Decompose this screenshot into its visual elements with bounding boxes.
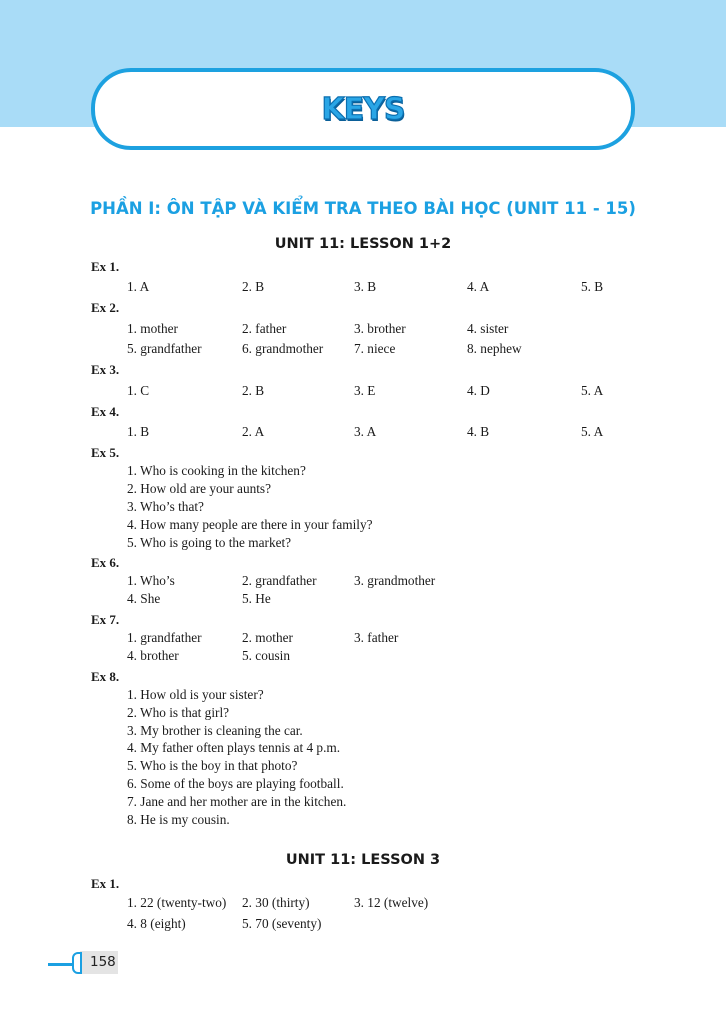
- answer: 2. A: [242, 424, 265, 439]
- unit-title-lesson-1-2: UNIT 11: LESSON 1+2: [274, 236, 452, 252]
- answer: 3. My brother is cleaning the car.: [127, 723, 303, 738]
- ex-label: Ex 7.: [91, 612, 120, 627]
- keys-title-box: [91, 68, 635, 150]
- answer: 2. B: [242, 279, 265, 294]
- answer: 5. B: [581, 279, 604, 294]
- answer: 5. Who is the boy in that photo?: [127, 758, 298, 773]
- page-number-marker: [36, 950, 126, 976]
- answer: 6. grandmother: [242, 341, 324, 356]
- ex-label: Ex 3.: [91, 362, 120, 377]
- answer: 5. grandfather: [127, 341, 202, 356]
- answer: 1. C: [127, 383, 150, 398]
- ex-label: Ex 5.: [91, 445, 120, 460]
- page-number: 158: [90, 954, 116, 970]
- answer: 4. B: [467, 424, 490, 439]
- keys-title: KEYS: [321, 91, 405, 127]
- answer: 1. mother: [127, 321, 178, 336]
- answer: 1. grandfather: [127, 630, 202, 645]
- answer: 3. brother: [354, 321, 406, 336]
- answer: 1. Who is cooking in the kitchen?: [127, 463, 306, 478]
- ex-label: Ex 8.: [91, 669, 120, 684]
- part-title: PHẦN I: ÔN TẬP VÀ KIỂM TRA THEO BÀI HỌC (UNIT 11 - 15): [90, 199, 636, 218]
- answer: 4. D: [467, 383, 490, 398]
- answer: 4. 8 (eight): [127, 916, 186, 931]
- answer: 2. Who is that girl?: [127, 705, 230, 720]
- answer: 4. A: [467, 279, 490, 294]
- answer: 7. niece: [354, 341, 396, 356]
- answer: 1. B: [127, 424, 150, 439]
- answer: 6. Some of the boys are playing football.: [127, 776, 344, 791]
- answer: 5. A: [581, 383, 604, 398]
- answer: 5. He: [242, 591, 271, 606]
- answer: 3. grandmother: [354, 573, 436, 588]
- ex-label: Ex 1.: [91, 259, 120, 274]
- answer: 3. Who’s that?: [127, 499, 204, 514]
- page-number-tab: [72, 952, 82, 974]
- ex-label: Ex 1.: [91, 876, 120, 891]
- answer: 1. How old is your sister?: [127, 687, 264, 702]
- answer: 2. How old are your aunts?: [127, 481, 272, 496]
- answer: 1. 22 (twenty-two): [127, 895, 227, 910]
- answer: 4. brother: [127, 648, 179, 663]
- answer: 5. A: [581, 424, 604, 439]
- answer: 3. B: [354, 279, 377, 294]
- answer: 1. Who’s: [127, 573, 175, 588]
- answer: 5. 70 (seventy): [242, 916, 322, 931]
- ex-label: Ex 6.: [91, 555, 120, 570]
- answer: 4. How many people are there in your family?: [127, 517, 373, 532]
- answer: 3. A: [354, 424, 377, 439]
- answer: 7. Jane and her mother are in the kitchen.: [127, 794, 347, 809]
- answer: 2. grandfather: [242, 573, 317, 588]
- answer: 2. father: [242, 321, 287, 336]
- answer: 5. Who is going to the market?: [127, 535, 292, 550]
- answer: 2. B: [242, 383, 265, 398]
- answer: 3. 12 (twelve): [354, 895, 429, 910]
- answer: 3. E: [354, 383, 376, 398]
- answer: 5. cousin: [242, 648, 291, 663]
- answer: 4. She: [127, 591, 161, 606]
- answer: 1. A: [127, 279, 150, 294]
- answer: 4. sister: [467, 321, 509, 336]
- answer: 3. father: [354, 630, 399, 645]
- ex-label: Ex 4.: [91, 404, 120, 419]
- answer: 4. My father often plays tennis at 4 p.m.: [127, 740, 341, 755]
- ex-label: Ex 2.: [91, 300, 120, 315]
- answer: 8. He is my cousin.: [127, 812, 230, 827]
- answer: 2. mother: [242, 630, 293, 645]
- answer: 8. nephew: [467, 341, 522, 356]
- unit-title-lesson-3: UNIT 11: LESSON 3: [285, 852, 441, 868]
- answer: 2. 30 (thirty): [242, 895, 310, 910]
